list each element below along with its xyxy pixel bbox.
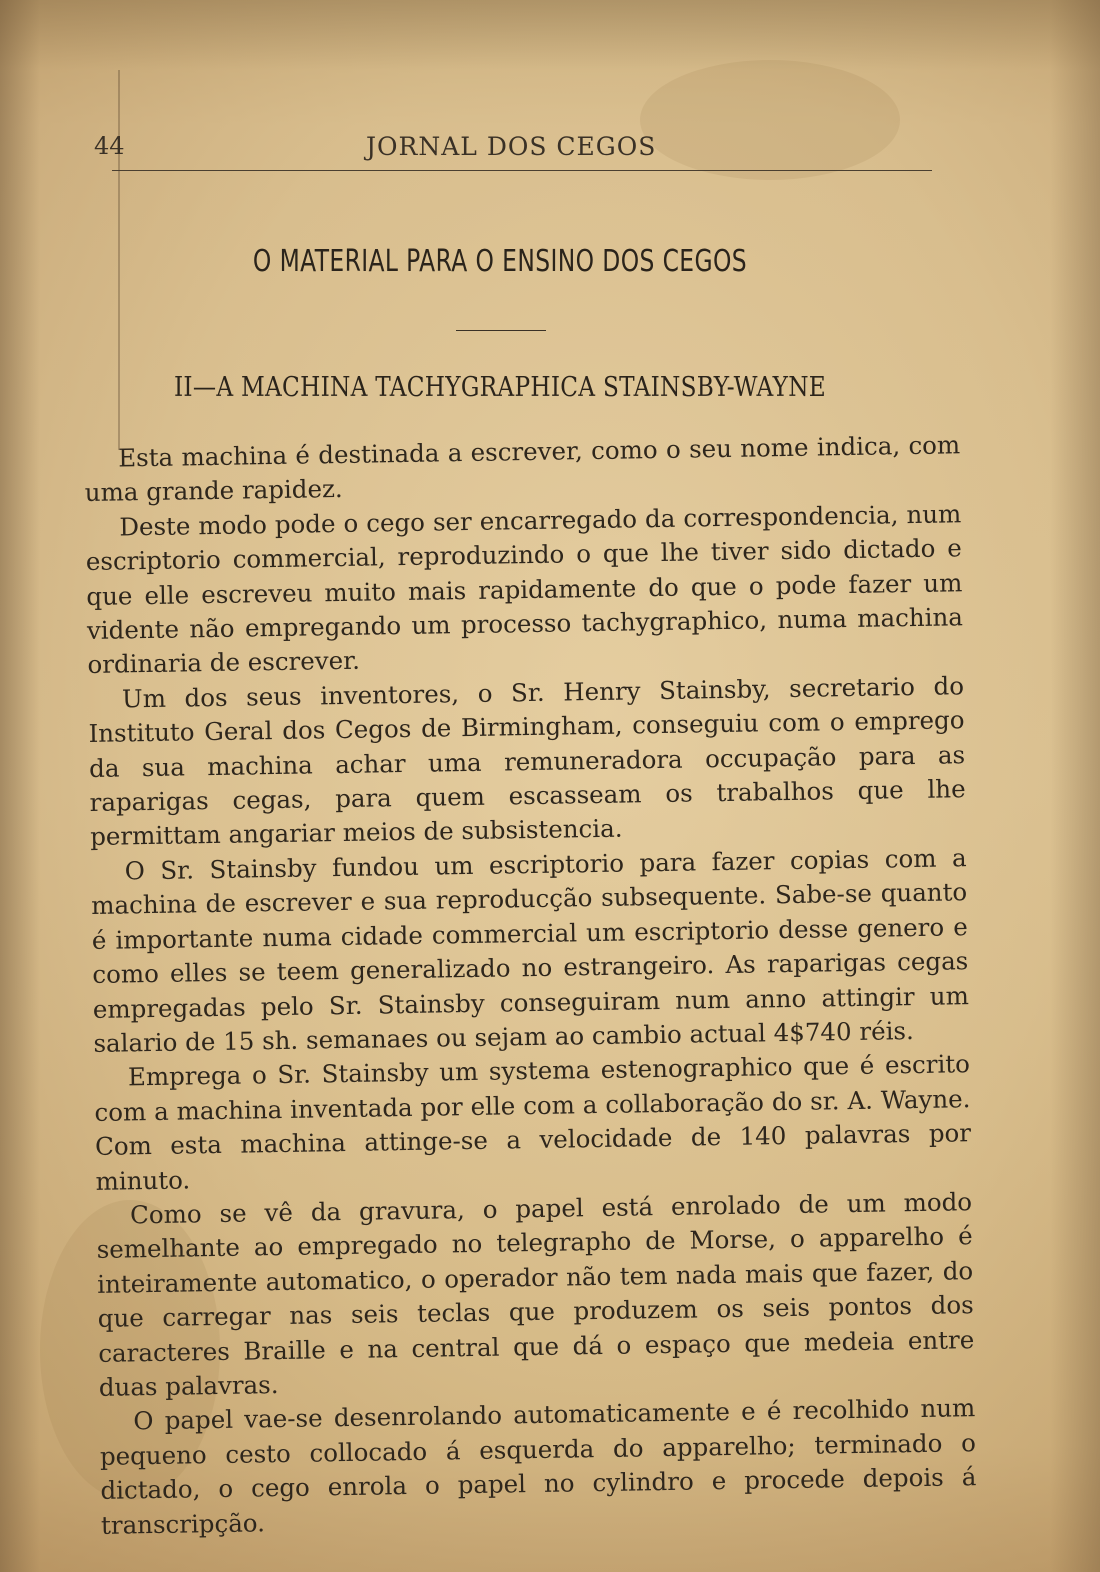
running-head xyxy=(0,128,1100,168)
page-number: 44 xyxy=(94,132,125,160)
journal-title: JORNAL DOS CEGOS xyxy=(366,132,657,161)
paragraph: Esta machina é destinada a escrever, como o seu nome indica, com uma grande rapidez. xyxy=(84,430,961,508)
page-top-shadow xyxy=(0,0,1100,70)
article-subtitle: II—A MACHINA TACHYGRAPHICA STAINSBY-WAYNE xyxy=(173,372,827,403)
header-rule xyxy=(112,170,932,171)
paragraph: O Sr. Stainsby fundou um escriptorio para fazer copias com a machina de escrever e sua reproducção subsequente. Sabe-se quanto é importante numa cidade commercial um escriptorio desse genero e como elles se teem generalizado no estrangeiro. As raparigas cegas empregadas pelo Sr. Stainsby conseguiram num anno attingir um salario de 15 sh. semanaes ou sejam ao cambio actual 4$740 réis. xyxy=(91,843,970,1058)
page-right-shadow xyxy=(1050,0,1100,1572)
page-crease xyxy=(118,70,120,450)
article-body xyxy=(84,428,977,1543)
paragraph: O papel vae-se desenrolando automaticamente e é recolhido num pequeno cesto collocado á esquerda do apparelho; terminado o dictado, o cego enrola o papel no cylindro e procede depois á transcripção. xyxy=(99,1393,977,1540)
paragraph: Emprega o Sr. Stainsby um systema estenographico que é escrito com a machina inventada por elle com a collaboração do sr. A. Wayne. Com esta machina attinge-se a velocidade de 140 palavras por minuto. xyxy=(94,1049,972,1196)
article-title: O MATERIAL PARA O ENSINO DOS CEGOS xyxy=(252,244,748,279)
page-left-shadow xyxy=(0,0,40,1572)
paragraph: Deste modo pode o cego ser encarregado da correspondencia, num escriptorio commercial, reproduzindo o que lhe tiver sido dictado e que elle escreveu muito mais rapidamente do que o pode fazer um vidente não empregando um processo tachygraphico, numa machina ordinaria de escrever. xyxy=(85,499,964,680)
title-divider xyxy=(456,330,546,331)
paragraph: Como se vê da gravura, o papel está enrolado de um modo semelhante ao empregado no telegrapho de Morse, o apparelho é inteiramente automatico, o operador não tem nada mais que fazer, do que carregar nas seis teclas que produzem os seis pontos dos caracteres Braille e na central que dá o espaço que medeia entre duas palavras. xyxy=(96,1187,975,1402)
paragraph: Um dos seus inventores, o Sr. Henry Stainsby, secretario do Instituto Geral dos Cegos de Birmingham, conseguiu com o emprego da sua machina achar uma remuneradora occupação para as raparigas cegas, para quem escasseam os trabalhos que lhe permittam angariar meios de subsistencia. xyxy=(88,671,966,852)
